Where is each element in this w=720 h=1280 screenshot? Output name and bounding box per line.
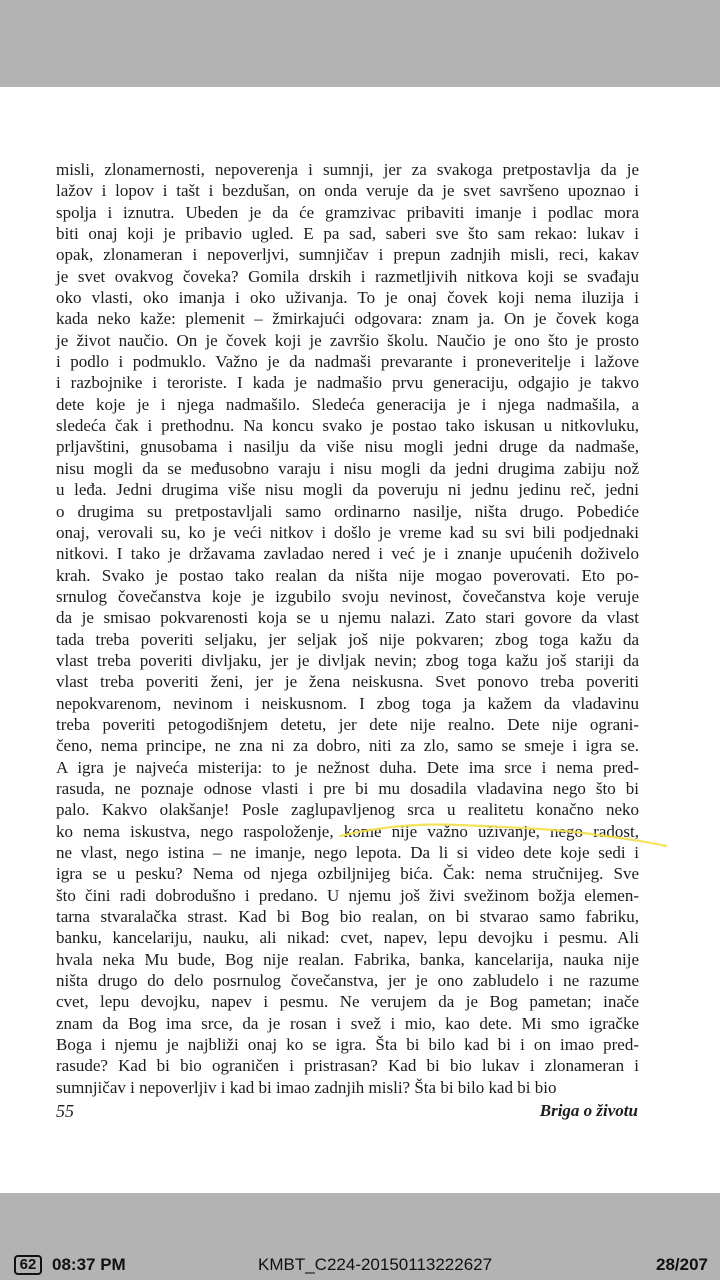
text-line: o drugima su pretpostavljali samo ordinarno nasilje, ništa drugo. Pobediće [56,501,639,521]
clock-time: 08:37 PM [52,1255,126,1274]
text-line: ništa drugo do delo posrnulog čovečanstva, jer je ono zabludelo i ne razume [56,971,639,991]
text-line: hvala neka Mu bude, Bog nije realan. Fabrika, banka, kancelarija, nauka nije [56,949,639,969]
text-line: lažov i lopov i tašt i bezdušan, on onda veruje da je svet savršeno upoznao i [56,181,639,201]
text-line: u leđa. Jedni drugima više nisu mogli da poveruju ni jednu jedinu reč, jedni [56,480,639,500]
text-line: i podlo i podmuklo. Važno je da nadmaši prevarante i proneveritelje i lažove [56,352,639,372]
text-line: misli, zlonamernosti, nepoverenja i sumnji, jer za svakoga pretpostavlja da je [56,160,639,179]
text-line: krah. Svako je postao tako realan da ništa nije mogao poverovati. Eto po- [56,565,639,585]
text-line: cvet, lepu devojku, napev i pesmu. Ne verujem da je Bog pametan; inače [56,992,639,1012]
text-line: prljavštini, gnusobama i nasilju da više nisu mogli jedni druge da nadmaše, [56,437,639,457]
text-line: A igra je najveća misterija: to je nežnost duha. Dete ima srce i nema pred- [56,757,639,777]
text-line: je život naučio. On je čovek koji je završio školu. Naučio je ono što je prosto [56,330,639,350]
text-line: rasuda, ne poznaje odnose vlasti i pre bi mu dosadila vladavina nego što bi [56,778,639,798]
text-line: opak, zlonameran i nepoverljvi, sumnjičav i prepun zadnjih misli, reci, kakav [56,245,639,265]
text-line: treba poveriti petogodišnjem detetu, jer dete nije realno. Dete nije ograni- [56,714,639,734]
text-line: onaj, verovali su, ko je veći nitkov i došlo je vreme kad su svi bili podjednaki [56,522,639,542]
document-filename: KMBT_C224-20150113222627 [258,1255,493,1274]
text-line: igra se u pesku? Nema od njega ozbiljnijeg bića. Čak: nema stručnijeg. Sve [56,864,639,884]
text-line: biti onaj koji je pribavio ugled. E pa sad, saberi sve što sam rekao: lukav i [56,224,639,244]
text-line: da je smisao pokvarenosti koja se u njemu nalazi. Zato stari govore da vlast [56,608,639,628]
text-line: ne vlast, nego istina – ne imanje, nego lepota. Da li si video dete koje sedi i [56,843,639,862]
text-line: tada treba poveriti seljaku, jer seljak još nije pokvaren; zbog toga kažu da [56,629,639,649]
text-line: čeno, nema principe, ne zna ni za dobro, niti za zlo, samo se smeje i igra se. [56,736,639,756]
text-line: palo. Kakvo olakšanje! Posle zaglupavljenog srca u realitetu konačno neko [56,800,639,820]
text-line: srnulog čovečanstva koje je izgubilo svoju nevinost, čovečanstva koje veruje [56,586,639,606]
text-line: rasude? Kad bi bio ograničen i pristrasan? Kad bi bio lukav i zlonameran i [56,1056,639,1076]
text-line: sumnjičav i nepoverljiv i kad bi imao zadnjih misli? Šta bi bilo kad bi bio [56,1077,557,1097]
text-line: nisu mogli da se međusobno varaju i nisu mogli da jedni drugima zabiju nož [56,458,639,478]
text-line: banku, kancelariju, nauku, ali nikad: cvet, napev, lepu devojku i pesmu. Ali [56,928,639,948]
top-toolbar-area [0,0,720,87]
text-line: oko vlasti, oko imanja i oko uživanja. To je onaj čovek koji nema iluzija i [56,288,639,308]
text-line: tarna stvaralačka strast. Kad bi Bog bio realan, on bi stvarao samo fabriku, [56,907,639,927]
text-line: i razbojnike i teroriste. I kada je nadmašio prvu generaciju, odgajio je takvo [56,373,639,393]
running-title: Briga o životu [539,1101,638,1120]
text-line: vlast treba poveriti divljaku, jer je divljak nevin; zbog toga kažu još stariji da [56,650,639,670]
text-line: je svet ovakvog čoveka? Gomila drskih i razmetljivih nitkova koji se svađaju [56,266,639,286]
text-line: ko nema iskustva, nego raspoloženje, kome nije važno uživanje, nego radost, [56,821,639,841]
notification-badge[interactable]: 62 [14,1255,42,1275]
page-number: 55 [56,1101,74,1121]
text-line: kada neko kaže: plemenit – žmirkajući odgovara: znam ja. On je čovek koga [56,309,639,329]
text-line: znam da Bog ima srce, da je rosan i svež i mio, kao dete. Mi smo igračke [56,1013,639,1033]
text-line: vlast treba poveriti ženi, jer je žena neiskusna. Svet ponovo treba poveriti [56,672,639,692]
text-line: dete koje je i njega nadmašilo. Sledeća generacija je i njega nadmašila, a [56,394,639,414]
text-line: nitkovi. I tako je državama zavladao nered i već je i znanje upućenih doživelo [56,544,639,564]
text-line: Boga i njemu je najbliži onaj ko se igra. Šta bi bilo kad bi i on imao pred- [56,1035,639,1055]
text-line: što čini radi dobrodušno i predano. U njemu još živi svežinom božja elemen- [56,885,639,905]
document-page[interactable] [0,87,720,1193]
reader-status-bar [0,1193,720,1280]
body-text [56,159,639,1098]
text-line: sledeća čak i prethodnu. Na koncu svako je postao tako iskusan u nitkovluku, [56,416,639,436]
text-line: nepokvarenom, nevinom i neiskusnom. I zbog toga ja kažem da vladavinu [56,693,639,713]
text-line: spolja i iznutra. Ubeden je da će gramzivac pribaviti imanje i podlac mora [56,202,639,222]
page-indicator[interactable]: 28/207 [656,1255,708,1274]
